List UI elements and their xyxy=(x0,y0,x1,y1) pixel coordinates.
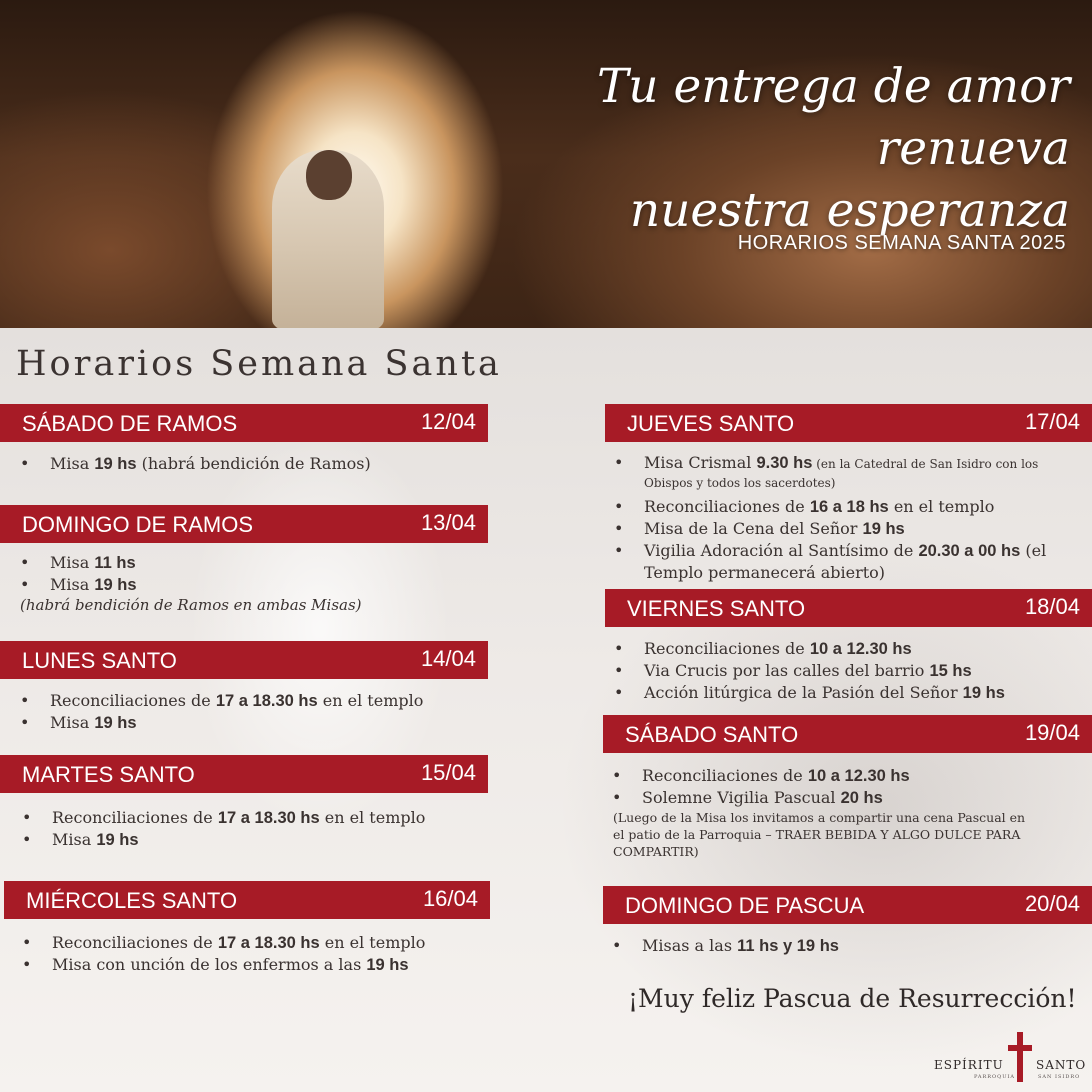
list-item: • Misa de la Cena del Señor 19 hs xyxy=(614,518,1074,540)
list-item: • Misa Crismal 9.30 hs (en la Catedral de San Isidro con los Obispos y todos los sacerdotes) xyxy=(614,454,1074,492)
list-item: • Reconciliaciones de 10 a 12.30 hs xyxy=(612,765,1072,787)
day-items-domingo-pascua xyxy=(612,935,1072,957)
day-name: SÁBADO SANTO xyxy=(625,722,799,747)
day-header-sabado-ramos xyxy=(0,404,488,442)
day-date: 12/04 xyxy=(420,409,476,434)
day-items-sabado-santo xyxy=(612,765,1072,809)
day-header-lunes xyxy=(0,641,488,679)
day-items-jueves xyxy=(614,454,1074,583)
day-date: 15/04 xyxy=(420,760,476,785)
day-name: LUNES SANTO xyxy=(22,648,177,673)
logo-text-left: ESPÍRITU xyxy=(934,1058,1004,1072)
day-name: JUEVES SANTO xyxy=(627,411,795,436)
logo-sub-right: SAN ISIDRO xyxy=(1038,1074,1081,1080)
day-header-viernes xyxy=(605,589,1092,627)
list-item: • Misa con unción de los enfermos a las 19 hs xyxy=(22,954,492,976)
list-item: • Acción litúrgica de la Pasión del Señor 19 hs xyxy=(614,682,1074,704)
banner-subtitle: HORARIOS SEMANA SANTA 2025 xyxy=(737,232,1066,254)
day-items-sabado-ramos xyxy=(20,453,480,475)
day-header-domingo-ramos xyxy=(0,505,488,543)
day-date: 13/04 xyxy=(420,510,476,535)
list-item: • Via Crucis por las calles del barrio 15 hs xyxy=(614,660,1074,682)
list-item: • Misa 19 hs xyxy=(20,712,490,734)
list-item: • Reconciliaciones de 17 a 18.30 hs en el templo xyxy=(20,690,490,712)
day-items-martes xyxy=(22,807,492,851)
list-item: • Reconciliaciones de 10 a 12.30 hs xyxy=(614,638,1074,660)
header-banner xyxy=(0,0,1092,328)
day-items-lunes xyxy=(20,690,490,734)
day-name: MIÉRCOLES SANTO xyxy=(26,888,238,913)
banner-title-line-2: nuestra esperanza xyxy=(629,183,1070,238)
day-note-sabado-santo: (Luego de la Misa los invitamos a compartir una cena Pascual en el patio de la Parroquia – TRAER BEBIDA Y ALGO DULCE PARA COMPARTIR) xyxy=(613,810,1026,859)
list-item: • Reconciliaciones de 17 a 18.30 hs en el templo xyxy=(22,932,492,954)
day-date: 20/04 xyxy=(1024,891,1080,916)
list-item: • Vigilia Adoración al Santísimo de 20.30 a 00 hs (el Templo permanecerá abierto) xyxy=(614,540,1074,583)
day-name: MARTES SANTO xyxy=(22,762,195,787)
list-item: • Solemne Vigilia Pascual 20 hs xyxy=(612,787,1072,809)
day-header-miercoles xyxy=(4,881,490,919)
day-name: VIERNES SANTO xyxy=(627,596,806,621)
day-header-jueves xyxy=(605,404,1092,442)
list-item: • Misa 19 hs (habrá bendición de Ramos) xyxy=(20,453,480,475)
day-header-martes xyxy=(0,755,488,793)
banner-title xyxy=(410,56,1070,242)
day-date: 19/04 xyxy=(1024,720,1080,745)
schedule-content xyxy=(0,328,1092,1092)
logo-sub-left: PARROQUIA xyxy=(974,1074,1016,1080)
list-item: • Misa 19 hs xyxy=(22,829,492,851)
day-items-viernes xyxy=(614,638,1074,704)
list-item: • Misa 11 hs xyxy=(20,552,480,574)
day-header-sabado-santo xyxy=(603,715,1092,753)
page-title: Horarios Semana Santa xyxy=(16,344,502,384)
day-name: SÁBADO DE RAMOS xyxy=(22,411,238,436)
banner-title-line-1: Tu entrega de amor renueva xyxy=(596,59,1070,176)
parish-logo xyxy=(934,1030,1088,1088)
list-item: • Misas a las 11 hs y 19 hs xyxy=(612,935,1072,957)
logo-text-right: SANTO xyxy=(1036,1058,1087,1072)
figure-head-illustration xyxy=(306,150,352,200)
day-name: DOMINGO DE PASCUA xyxy=(625,893,865,918)
day-header-domingo-pascua xyxy=(603,886,1092,924)
list-item: • Reconciliaciones de 17 a 18.30 hs en el templo xyxy=(22,807,492,829)
day-items-domingo-ramos xyxy=(20,552,480,596)
day-date: 16/04 xyxy=(422,886,478,911)
list-item: • Reconciliaciones de 16 a 18 hs en el templo xyxy=(614,496,1074,518)
day-items-miercoles xyxy=(22,932,492,976)
day-date: 14/04 xyxy=(420,646,476,671)
day-name: DOMINGO DE RAMOS xyxy=(22,512,254,537)
closing-message: ¡Muy feliz Pascua de Resurrección! xyxy=(628,984,1077,1013)
day-date: 18/04 xyxy=(1024,594,1080,619)
day-date: 17/04 xyxy=(1024,409,1080,434)
day-note-domingo-ramos: (habrá bendición de Ramos en ambas Misas) xyxy=(20,596,362,614)
list-item: • Misa 19 hs xyxy=(20,574,480,596)
